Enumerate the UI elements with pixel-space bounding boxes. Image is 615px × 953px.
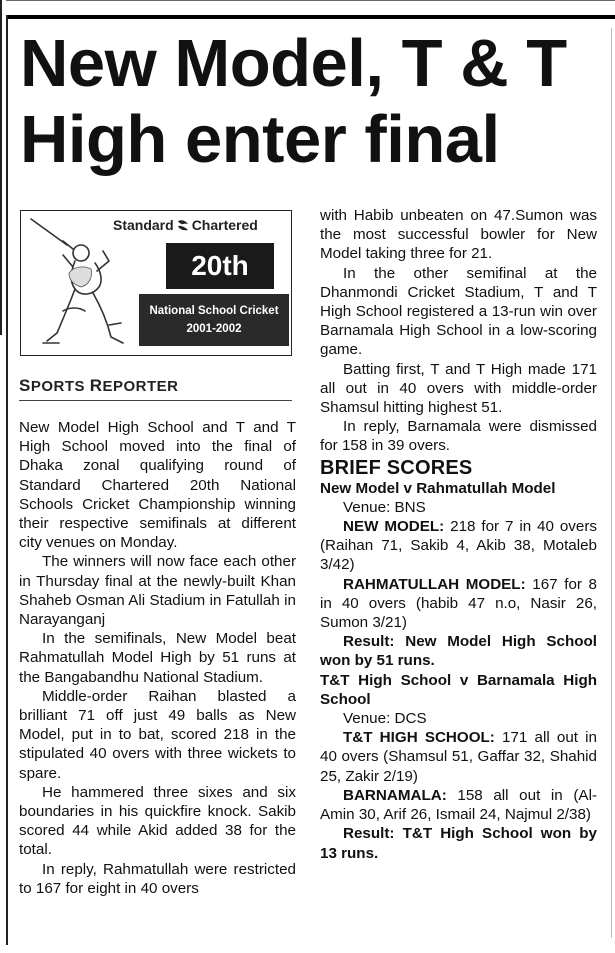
team-label: RAHMATULLAH MODEL: bbox=[343, 575, 526, 593]
event-name: National School Cricket bbox=[149, 305, 279, 317]
article-body-left bbox=[19, 418, 296, 898]
team-score: 218 for 7 in 40 overs (Raihan 71, Sakib 4, Akib 38, Motaleb 3/42) bbox=[320, 518, 597, 574]
sponsor-logo-icon bbox=[176, 218, 190, 232]
paragraph: In reply, Rahmatullah were restricted to 167 for eight in 40 overs bbox=[19, 860, 296, 897]
sponsor-brand bbox=[113, 217, 258, 233]
team-score: 171 all out in 40 overs (Shamsul 51, Gaffar 32, Shahid 25, Zakir 2/19) bbox=[320, 729, 597, 785]
paragraph: He hammered three sixes and six boundaries in his quickfire knock. Sakib scored 44 while Akid added 38 for the total. bbox=[19, 783, 296, 859]
headline-line-1: New Model, T & T bbox=[20, 26, 567, 101]
paragraph: In reply, Barnamala were dismissed for 158 in 39 overs. bbox=[320, 418, 597, 455]
event-banner bbox=[139, 294, 289, 346]
scorecard-line bbox=[320, 575, 597, 633]
byline-initial-2: R bbox=[89, 376, 103, 395]
top-thin-rule bbox=[6, 0, 615, 1]
team-score: 158 all out in (Al-Amin 30, Arif 26, Ismail 24, Najmul 2/38) bbox=[320, 786, 597, 824]
article-body-right bbox=[320, 206, 597, 863]
paragraph: In the semifinals, New Model beat Rahmatullah Model High by 51 runs at the Bangabandhu National Stadium. bbox=[19, 630, 296, 686]
paragraph: Middle-order Raihan blasted a brilliant 71 off just 49 balls as New Model, put in to bat, scored 218 in the stipulated 40 overs with three wickets to spare. bbox=[19, 687, 296, 782]
match-venue: Venue: DCS bbox=[343, 710, 427, 728]
outer-left-rule bbox=[0, 0, 2, 335]
scorecard-line bbox=[320, 786, 597, 824]
byline-rule bbox=[19, 400, 292, 401]
byline bbox=[19, 376, 293, 396]
team-label: NEW MODEL: bbox=[343, 518, 445, 536]
event-season: 2001-2002 bbox=[186, 323, 242, 335]
left-column-rule bbox=[6, 15, 8, 945]
brand-word-left: Standard bbox=[113, 217, 174, 233]
match-venue: Venue: BNS bbox=[343, 498, 426, 516]
brief-scores-title: BRIEF SCORES bbox=[320, 456, 473, 479]
match-heading: New Model v Rahmatullah Model bbox=[320, 479, 556, 497]
brand-word-right: Chartered bbox=[191, 217, 258, 233]
team-label: BARNAMALA: bbox=[343, 786, 447, 804]
byline-initial-1: S bbox=[19, 376, 31, 395]
championship-logo bbox=[20, 210, 292, 356]
team-score: 167 for 8 in 40 overs (habib 47 n.o, Nasir 26, Sumon 3/21) bbox=[320, 575, 598, 632]
team-label: T&T HIGH SCHOOL: bbox=[343, 729, 495, 747]
paragraph: Batting first, T and T High made 171 all out in 40 overs with middle-order Shamsul hitting highest 51. bbox=[320, 360, 597, 417]
scorecard-line bbox=[320, 728, 597, 786]
paragraph-continued: with Habib unbeaten on 47.Sumon was the most successful bowler for New Model taking three for 21. bbox=[320, 207, 597, 263]
right-edge-rule bbox=[611, 28, 612, 938]
paragraph: The winners will now face each other in Thursday final at the newly-built Khan Shaheb Osman Ali Stadium in Fatullah in Narayanganj bbox=[19, 553, 296, 629]
paragraph: In the other semifinal at the Dhanmondi Cricket Stadium, T and T High School registered a 13-run win over Barnamala High School in a low-scoring game. bbox=[320, 264, 597, 359]
match-heading: T&T High School v Barnamala High School bbox=[320, 671, 597, 708]
article-headline bbox=[20, 26, 610, 178]
headline-line-2: High enter final bbox=[20, 102, 500, 177]
byline-word-1: PORTS bbox=[30, 378, 90, 395]
scorecard-line bbox=[320, 517, 597, 575]
edition-badge: 20th bbox=[166, 243, 274, 289]
top-rule bbox=[6, 15, 615, 19]
paragraph: New Model High School and T and T High School moved into the final of Dhaka zonal qualifying round of Standard Chartered 20th National Schools Cricket Championship winning their respective semifinals at different city venues on Monday. bbox=[19, 419, 296, 552]
cricketer-silhouette-icon bbox=[23, 215, 133, 355]
match-result: Result: New Model High School won by 51 runs. bbox=[320, 633, 597, 670]
match-result: Result: T&T High School won by 13 runs. bbox=[320, 825, 597, 862]
byline-word-2: EPORTER bbox=[102, 378, 179, 395]
